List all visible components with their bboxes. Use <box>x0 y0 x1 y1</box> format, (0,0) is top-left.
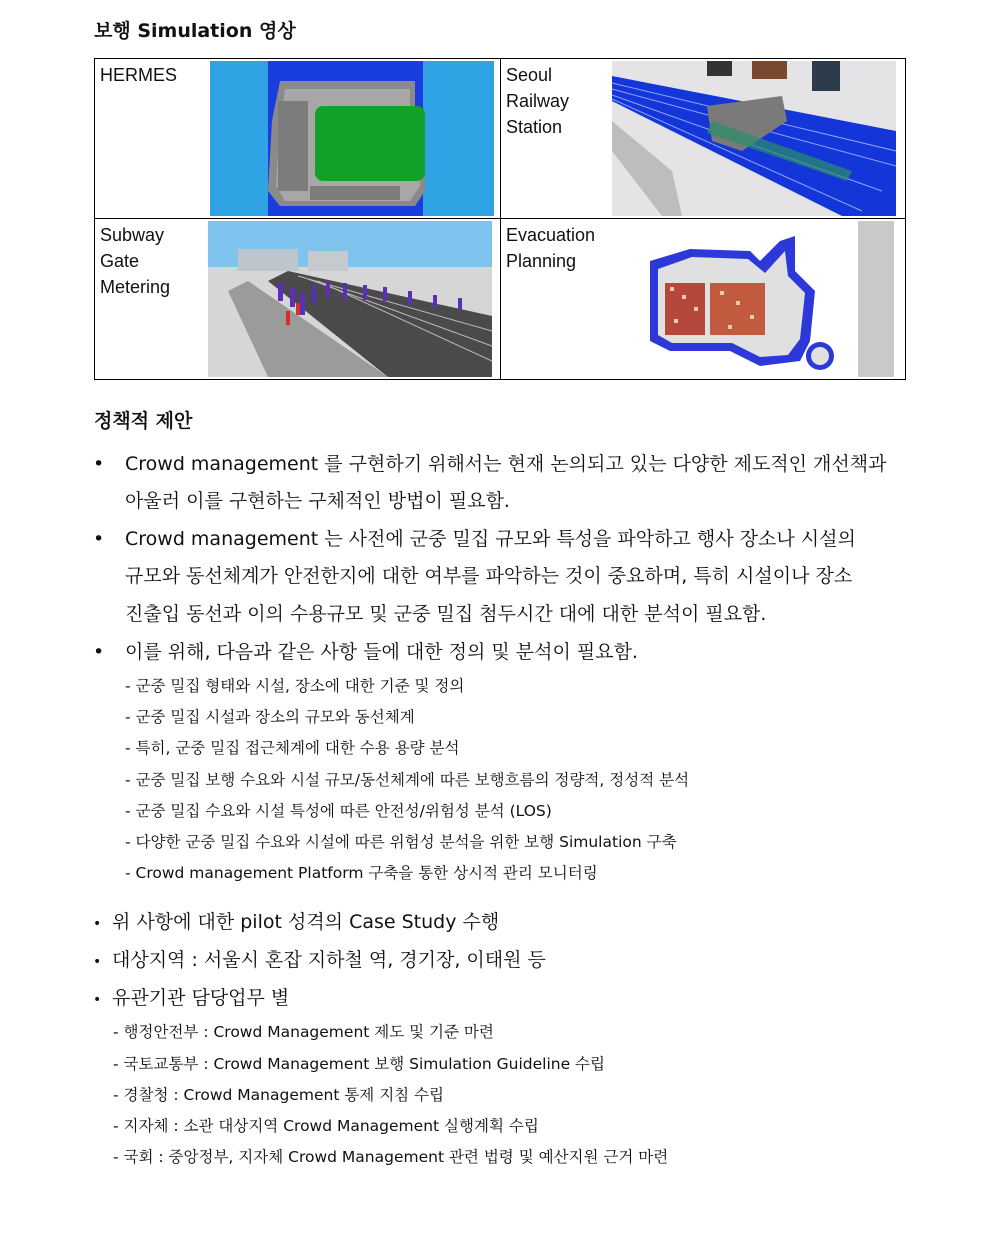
agency-item: - 국토교통부 : Crowd Management 보행 Simulation Guideline 수립 <box>113 1055 605 1073</box>
caption-seoul-station: Seoul Railway Station <box>506 65 570 137</box>
section-title-policy: 정책적 제안 <box>94 410 193 432</box>
simulation-table <box>94 58 906 380</box>
subitem: - 특히, 군중 밀집 접근체계에 대한 수용 용량 분석 <box>125 739 460 757</box>
bullet-dot: • <box>93 453 105 475</box>
bullet2-1: 위 사항에 대한 pilot 성격의 Case Study 수행 <box>112 911 500 933</box>
hermes-simulation-image <box>210 61 494 216</box>
evacuation-planning-image <box>610 221 894 377</box>
caption-subway-gate: Subway Gate Metering <box>100 225 171 297</box>
section-title-simulation: 보행 Simulation 영상 <box>94 20 296 42</box>
agency-item: - 행정안전부 : Crowd Management 제도 및 기준 마련 <box>113 1023 494 1041</box>
cell-subway-gate <box>95 219 501 380</box>
bullet2-3: 유관기관 담당업무 별 <box>112 987 290 1009</box>
caption-hermes: HERMES <box>100 65 178 85</box>
bullet2-2: 대상지역 : 서울시 혼잡 지하철 역, 경기장, 이태원 등 <box>112 949 546 971</box>
agency-item: - 경찰청 : Crowd Management 통제 지침 수립 <box>113 1086 445 1104</box>
subitem: - 다양한 군중 밀집 수요와 시설에 따른 위험성 분석을 위한 보행 Simulation 구축 <box>125 833 677 851</box>
subitem: - 군중 밀집 수요와 시설 특성에 따른 안전성/위험성 분석 (LOS) <box>125 802 552 820</box>
cell-evacuation <box>501 219 906 380</box>
bullet-dot: • <box>93 954 102 970</box>
subway-gate-simulation-image <box>208 221 492 377</box>
cell-seoul-station <box>501 59 906 219</box>
subitem: - Crowd management Platform 구축을 통한 상시적 관리 모니터링 <box>125 864 598 882</box>
agency-item: - 국회 : 중앙정부, 지자체 Crowd Management 관련 법령 및 예산지원 근거 마련 <box>113 1148 669 1166</box>
bullet-dot: • <box>93 528 105 550</box>
bullet-dot: • <box>93 916 102 932</box>
bullet-2-line-3: 진출입 동선과 이의 수용규모 및 군중 밀집 첨두시간 대에 대한 분석이 필요함. <box>125 603 767 625</box>
agency-item: - 지자체 : 소관 대상지역 Crowd Management 실행계획 수립 <box>113 1117 539 1135</box>
subitem: - 군중 밀집 보행 수요와 시설 규모/동선체계에 따른 보행흐름의 정량적, 정성적 분석 <box>125 771 690 789</box>
bullet-dot: • <box>93 992 102 1008</box>
cell-hermes <box>95 59 501 219</box>
caption-evacuation: Evacuation Planning <box>506 225 596 271</box>
bullet-2-line-1: Crowd management 는 사전에 군중 밀집 규모와 특성을 파악하고 행사 장소나 시설의 <box>125 528 856 550</box>
bullet-3-line-1: 이를 위해, 다음과 같은 사항 들에 대한 정의 및 분석이 필요함. <box>125 641 638 663</box>
bullet-1-line-2: 아울러 이를 구현하는 구체적인 방법이 필요함. <box>125 490 510 512</box>
subitem: - 군중 밀집 형태와 시설, 장소에 대한 기준 및 정의 <box>125 677 465 695</box>
bullet-1-line-1: Crowd management 를 구현하기 위해서는 현재 논의되고 있는 다양한 제도적인 개선책과 <box>125 453 887 475</box>
subitem: - 군중 밀집 시설과 장소의 규모와 동선체계 <box>125 708 415 726</box>
bullet-2-line-2: 규모와 동선체계가 안전한지에 대한 여부를 파악하는 것이 중요하며, 특히 시설이나 장소 <box>125 565 853 587</box>
seoul-station-simulation-image <box>612 61 896 216</box>
bullet-dot: • <box>93 641 105 663</box>
